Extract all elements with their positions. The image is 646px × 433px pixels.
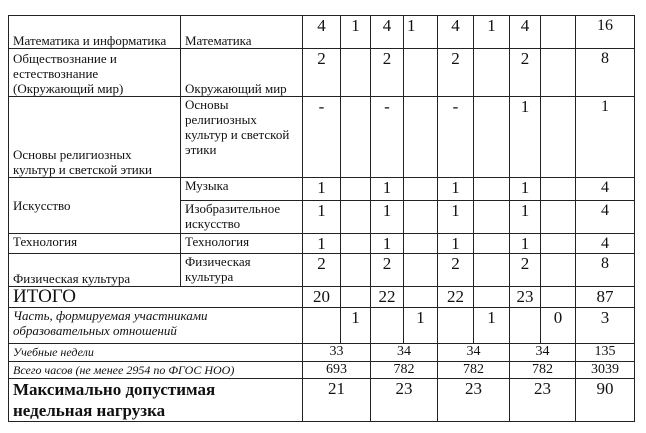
value-cell [541, 97, 576, 178]
total-cell: 3 [576, 308, 635, 344]
area-cell: Искусство [9, 178, 181, 234]
value-cell: 4 [371, 16, 404, 49]
value-cell [404, 97, 438, 178]
value-cell: 782 [438, 362, 510, 379]
value-cell: 2 [438, 49, 474, 97]
total-cell: 4 [576, 234, 635, 254]
value-cell: 34 [371, 344, 438, 362]
total-cell: 135 [576, 344, 635, 362]
total-cell: 4 [576, 201, 635, 234]
value-cell: 2 [371, 254, 404, 287]
value-cell [541, 49, 576, 97]
value-cell [474, 254, 510, 287]
value-cell: 2 [438, 254, 474, 287]
total-cell: 8 [576, 49, 635, 97]
value-cell [341, 287, 371, 308]
value-cell: 23 [438, 379, 510, 422]
value-cell: 1 [438, 234, 474, 254]
value-cell: 34 [438, 344, 510, 362]
value-cell [438, 308, 474, 344]
value-cell: - [303, 97, 341, 178]
value-cell: 4 [510, 16, 541, 49]
table-row [9, 254, 635, 287]
value-cell: 1 [303, 201, 341, 234]
value-cell: 782 [371, 362, 438, 379]
value-cell: 33 [303, 344, 371, 362]
curriculum-table [8, 15, 635, 422]
value-cell [541, 287, 576, 308]
value-cell [341, 97, 371, 178]
value-cell: 20 [303, 287, 341, 308]
value-cell [341, 254, 371, 287]
value-cell [510, 308, 541, 344]
value-cell [541, 201, 576, 234]
value-cell [404, 287, 438, 308]
value-cell: 1 [474, 16, 510, 49]
value-cell: 34 [510, 344, 576, 362]
table-row [9, 49, 635, 97]
value-cell [404, 254, 438, 287]
total-cell: 87 [576, 287, 635, 308]
value-cell: 23 [371, 379, 438, 422]
value-cell [541, 16, 576, 49]
part-label: Часть, формируемая участниками образовательных отношений [9, 308, 303, 344]
value-cell: 22 [438, 287, 474, 308]
subject-cell: Изобразительное искусство [181, 201, 303, 234]
value-cell: 1 [510, 97, 541, 178]
value-cell: - [371, 97, 404, 178]
value-cell [303, 308, 341, 344]
subject-cell: Основы религиозных культур и светской этики [181, 97, 303, 178]
weeks-label: Учебные недели [9, 344, 303, 362]
total-cell: 1 [576, 97, 635, 178]
subject-cell: Технология [181, 234, 303, 254]
table-row [9, 178, 635, 201]
area-cell: Обществознание и естествознание (Окружающий мир) [9, 49, 181, 97]
part-row [9, 308, 635, 344]
value-cell: 1 [371, 234, 404, 254]
value-cell [341, 49, 371, 97]
value-cell: 693 [303, 362, 371, 379]
value-cell: 1 [341, 16, 371, 49]
max-load-label: Максимально допустимая недельная нагрузка [9, 379, 303, 422]
subject-cell: Математика [181, 16, 303, 49]
value-cell: 782 [510, 362, 576, 379]
total-cell: 4 [576, 178, 635, 201]
area-cell: Основы религиозных культур и светской этики [9, 97, 181, 178]
value-cell: 1 [404, 16, 438, 49]
value-cell: 1 [438, 201, 474, 234]
value-cell: 4 [438, 16, 474, 49]
value-cell: 1 [303, 234, 341, 254]
value-cell [404, 234, 438, 254]
value-cell: 1 [510, 234, 541, 254]
value-cell: 23 [510, 287, 541, 308]
value-cell: 2 [371, 49, 404, 97]
total-cell: 8 [576, 254, 635, 287]
value-cell [474, 287, 510, 308]
value-cell: 1 [510, 201, 541, 234]
subject-cell: Окружающий мир [181, 49, 303, 97]
area-cell: Физическая культура [9, 254, 181, 287]
value-cell [541, 178, 576, 201]
value-cell [404, 49, 438, 97]
value-cell: 21 [303, 379, 371, 422]
value-cell: 1 [474, 308, 510, 344]
table-row [9, 16, 635, 49]
max-load-row [9, 379, 635, 422]
value-cell: 4 [303, 16, 341, 49]
value-cell: 1 [371, 201, 404, 234]
value-cell [371, 308, 404, 344]
subject-cell: Музыка [181, 178, 303, 201]
weeks-row [9, 344, 635, 362]
value-cell [474, 178, 510, 201]
area-cell: Технология [9, 234, 181, 254]
total-cell: 3039 [576, 362, 635, 379]
itogo-label: ИТОГО [9, 287, 303, 308]
value-cell [474, 97, 510, 178]
total-cell: 90 [576, 379, 635, 422]
value-cell [341, 178, 371, 201]
hours-row [9, 362, 635, 379]
value-cell: 0 [541, 308, 576, 344]
value-cell [404, 201, 438, 234]
value-cell: 1 [510, 178, 541, 201]
table-row [9, 234, 635, 254]
value-cell: 1 [404, 308, 438, 344]
value-cell [541, 234, 576, 254]
value-cell: 1 [438, 178, 474, 201]
value-cell: 2 [510, 254, 541, 287]
value-cell: 2 [510, 49, 541, 97]
value-cell: 1 [371, 178, 404, 201]
value-cell: 23 [510, 379, 576, 422]
value-cell [404, 178, 438, 201]
value-cell: 1 [303, 178, 341, 201]
value-cell [541, 254, 576, 287]
value-cell: 2 [303, 254, 341, 287]
area-cell: Математика и информатика [9, 16, 181, 49]
total-cell: 16 [576, 16, 635, 49]
itogo-row [9, 287, 635, 308]
value-cell: - [438, 97, 474, 178]
value-cell: 2 [303, 49, 341, 97]
value-cell: 1 [341, 308, 371, 344]
value-cell [474, 49, 510, 97]
subject-cell: Физическая культура [181, 254, 303, 287]
value-cell [474, 234, 510, 254]
value-cell: 22 [371, 287, 404, 308]
value-cell [474, 201, 510, 234]
table-row [9, 97, 635, 178]
value-cell [341, 201, 371, 234]
value-cell [341, 234, 371, 254]
hours-label: Всего часов (не менее 2954 по ФГОС НОО) [9, 362, 303, 379]
